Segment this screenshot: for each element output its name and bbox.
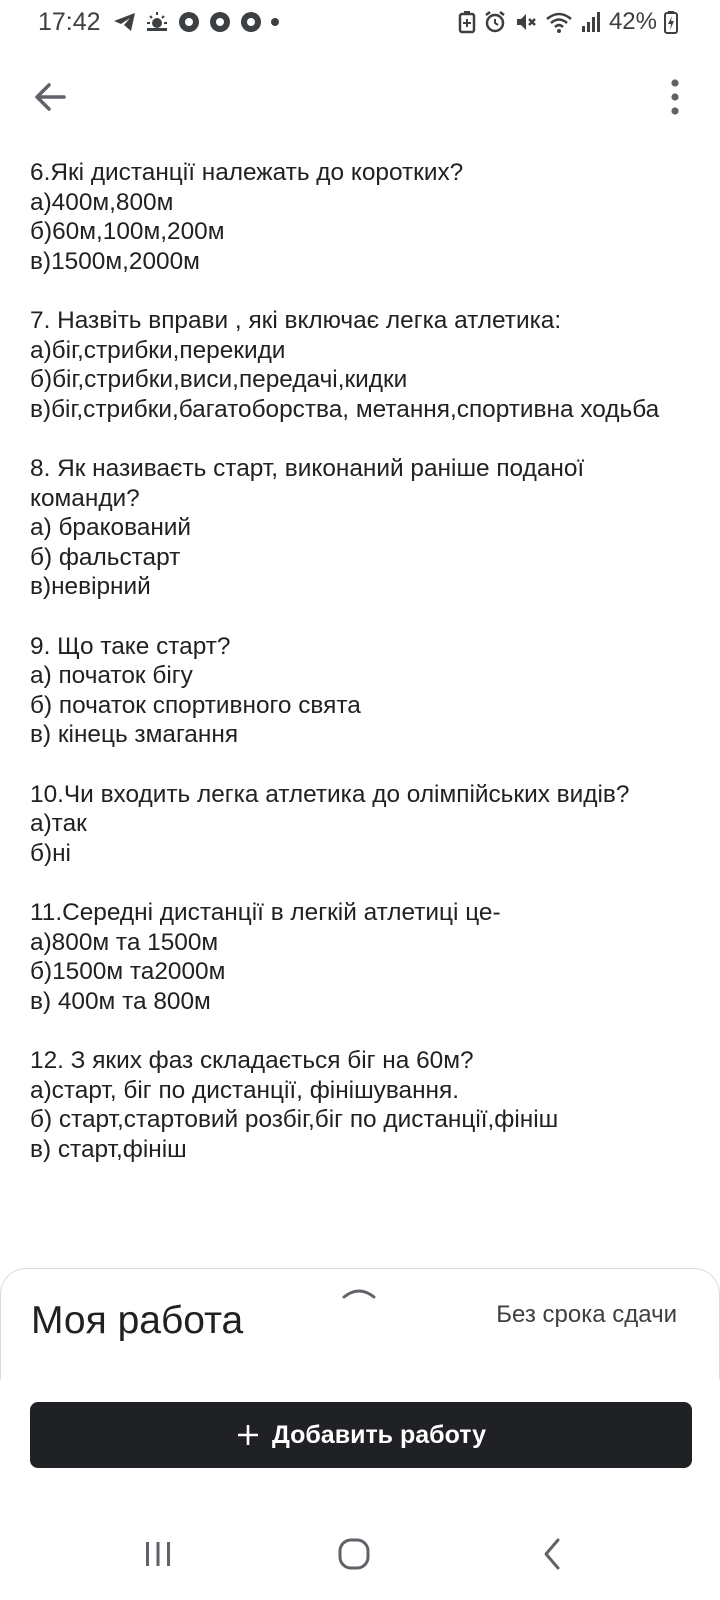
question-block: [30, 158, 690, 276]
answer-option: в)невірний: [30, 573, 151, 600]
signal-icon: [580, 11, 602, 33]
battery-saver-icon: [458, 10, 476, 34]
back-button[interactable]: [28, 74, 74, 120]
answer-option: б) старт,стартовий розбіг,біг по дистанції,фініш: [30, 1106, 559, 1133]
question-text: 6.Які дистанції належать до коротких?: [30, 159, 464, 186]
answer-option: а)старт, біг по дистанції, фінішування.: [30, 1076, 460, 1104]
status-right-icons: [458, 8, 678, 36]
question-block: [30, 898, 690, 1016]
answer-option: а) бракований: [30, 514, 192, 541]
answer-option: а)800м та 1500м: [30, 928, 219, 956]
answer-option: б)60м,100м,200м: [30, 218, 225, 245]
question-text: 9. Що таке старт?: [30, 632, 231, 660]
mute-icon: [514, 10, 538, 34]
answer-option: б)1500м та2000м: [30, 958, 226, 985]
telegram-icon: [113, 11, 137, 33]
question-block: [30, 632, 690, 750]
home-button[interactable]: [328, 1530, 380, 1578]
wifi-icon: [545, 10, 573, 34]
due-status: Без срока сдачи: [496, 1301, 677, 1328]
answer-option: б)ні: [30, 839, 71, 867]
question-text: 10.Чи входить легка атлетика до олімпійських видів?: [30, 780, 630, 808]
answer-option: б) початок спортивного свята: [30, 691, 361, 719]
answer-option: в) старт,фініш: [30, 1135, 187, 1163]
question-text: 8. Як називаєть старт, виконаний раніше поданої команди?: [30, 455, 585, 512]
top-app-bar: [0, 66, 720, 126]
battery-charging-icon: [664, 10, 678, 34]
sheet-expand-handle[interactable]: [341, 1283, 377, 1301]
answer-option: а)400м,800м: [30, 188, 174, 216]
alarm-icon: [483, 10, 507, 34]
my-work-sheet[interactable]: [0, 1268, 720, 1380]
answer-option: в)1500м,2000м: [30, 247, 200, 275]
recent-apps-button[interactable]: [132, 1530, 184, 1578]
add-work-label: Добавить работу: [271, 1420, 487, 1449]
question-block: [30, 1046, 690, 1164]
more-vert-icon: [660, 72, 690, 122]
chrome-icon: [177, 10, 201, 34]
more-options-button[interactable]: [660, 72, 690, 122]
plus-icon: [236, 1423, 260, 1447]
answer-option: а) початок бігу: [30, 662, 193, 689]
question-block: [30, 454, 690, 602]
question-text: 11.Середні дистанції в легкій атлетиці це-: [30, 899, 501, 926]
answer-option: а)так: [30, 810, 87, 837]
add-work-button[interactable]: [30, 1402, 692, 1468]
system-nav-bar: [0, 1518, 720, 1590]
answer-option: а)біг,стрибки,перекиди: [30, 336, 286, 364]
answer-option: в) кінець змагання: [30, 721, 239, 748]
my-work-title: Моя работа: [31, 1299, 244, 1342]
question-text: 7. Назвіть вправи , які включає легка атлетика:: [30, 307, 562, 334]
battery-percent: 42%: [608, 8, 657, 35]
home-icon: [337, 1537, 371, 1571]
chrome-icon: [208, 10, 232, 34]
chrome-icon: [239, 10, 263, 34]
question-text: 12. З яких фаз складається біг на 60м?: [30, 1047, 474, 1074]
question-block: [30, 306, 690, 424]
status-bar: [0, 0, 720, 46]
answer-option: в)біг,стрибки,багатоборства, метання,спортивна ходьба: [30, 395, 660, 423]
assignment-description: [30, 158, 690, 1242]
chevron-up-icon: [341, 1283, 377, 1301]
recent-apps-icon: [143, 1540, 173, 1568]
back-nav-icon: [541, 1537, 563, 1571]
answer-option: б) фальстарт: [30, 543, 181, 571]
arrow-back-icon: [28, 74, 74, 120]
question-block: [30, 780, 690, 869]
dot-icon: [270, 17, 280, 27]
nav-back-button[interactable]: [526, 1530, 578, 1578]
answer-option: б)біг,стрибки,виси,передачі,кидки: [30, 366, 408, 393]
status-time: 17:42: [38, 8, 101, 36]
status-left-icons: [113, 10, 280, 34]
answer-option: в) 400м та 800м: [30, 987, 211, 1015]
weather-icon: [144, 11, 170, 33]
